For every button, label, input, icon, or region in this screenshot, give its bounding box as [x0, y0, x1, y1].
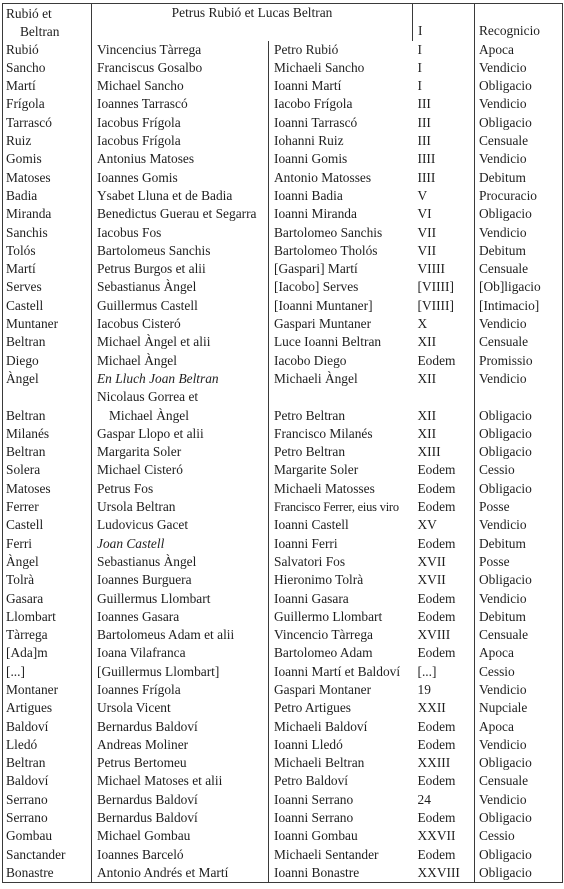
recipient-cell: Bartolomeo Sanchis: [274, 224, 383, 240]
day-cell: Eodem: [413, 535, 475, 553]
table-row: [3, 114, 563, 132]
recipient-cell: Guillermo Llombart: [274, 608, 383, 624]
surname-cell: Martí: [3, 260, 92, 278]
day-cell: I: [413, 41, 475, 59]
grantor-cell: Antonius Matoses: [92, 150, 269, 168]
grantor-cell: Michael Àngel et alii: [92, 333, 269, 351]
surname-cell: Sanchis: [3, 224, 92, 242]
recipient-cell: Ioanni Gomis: [274, 151, 348, 167]
act-type-cell: Vendicio: [479, 681, 527, 697]
day-cell: XXII: [413, 699, 475, 717]
act-type-cell: Censuale: [479, 773, 529, 789]
table-row: [3, 535, 563, 553]
day-cell: XII: [413, 425, 475, 443]
table-row: [3, 608, 563, 626]
table-row: [3, 443, 563, 461]
recipient-cell: Michaeli Sancho: [274, 59, 365, 75]
surname-cell: Beltran: [3, 443, 92, 461]
act-type-cell: Obligacio: [479, 407, 532, 423]
day-cell: [VIIII]: [413, 278, 475, 296]
table-row: [3, 297, 563, 315]
surname-cell: Beltran: [3, 388, 92, 425]
act-type-cell: Obligacio: [479, 206, 532, 222]
grantor-cell: Bernardus Baldoví: [92, 718, 269, 736]
grantor-cell: Vincencius Tàrrega: [92, 41, 269, 59]
recipient-cell: Hieronimo Tolrà: [274, 572, 364, 588]
recipient-cell: Iacobo Diego: [274, 352, 347, 368]
grantor-cell: Michael Cisteró: [92, 461, 269, 479]
surname-cell: Badia: [3, 187, 92, 205]
grantor-cell: Ioannes Barceló: [92, 846, 269, 864]
recipient-cell: Luce Ioanni Beltran: [274, 334, 382, 350]
surname-cell: Frígola: [3, 95, 92, 113]
act-type-cell: [Ob]ligacio: [479, 279, 541, 295]
recipient-cell: Ioanni Gombau: [274, 828, 358, 844]
act-type-cell: Censuale: [479, 627, 529, 643]
act-type-cell: Censuale: [479, 334, 529, 350]
grantor-cell: Andreas Moliner: [92, 736, 269, 754]
recipient-cell: Ioanni Bonastre: [274, 864, 360, 880]
day-cell: [VIIII]: [413, 297, 475, 315]
act-type-cell: Debitum: [479, 242, 526, 258]
recipient-cell: [Gaspari] Martí: [274, 261, 358, 277]
table-row: [3, 736, 563, 754]
recipient-cell: Vincencio Tàrrega: [274, 627, 373, 643]
table-row: [3, 77, 563, 95]
day-cell: III: [413, 114, 475, 132]
act-type-cell: Cessio: [479, 663, 515, 679]
surname-cell: Bonastre: [3, 864, 92, 883]
table-row: [3, 59, 563, 77]
act-type-cell: Obligacio: [479, 78, 532, 94]
grantor-cell: Michael Àngel: [92, 352, 269, 370]
header-parties: Petrus Rubió et Lucas Beltran: [92, 4, 413, 41]
header-surname-line1: Rubió et: [6, 5, 52, 21]
recipient-cell: Petro Baldoví: [274, 773, 349, 789]
act-type-cell: Apoca: [479, 645, 514, 661]
table-row: [3, 388, 563, 425]
act-type-cell: Censuale: [479, 133, 529, 149]
recipient-cell: Francisco Ferrer, eius viro: [274, 500, 399, 515]
grantor-cell: Benedictus Guerau et Segarra: [92, 205, 269, 223]
grantor-cell: Joan Castell: [92, 535, 269, 553]
day-cell: VII: [413, 242, 475, 260]
table-row: [3, 718, 563, 736]
day-cell: XVIII: [413, 626, 475, 644]
recipient-cell: Bartolomeo Tholós: [274, 242, 378, 258]
act-type-cell: Vendicio: [479, 151, 527, 167]
surname-cell: Lledó: [3, 736, 92, 754]
surname-cell: Castell: [3, 297, 92, 315]
table-row: [3, 846, 563, 864]
day-cell: XXVIII: [413, 864, 475, 883]
grantor-cell: Petrus Bertomeu: [92, 754, 269, 772]
grantor-cell: Petrus Burgos et alii: [92, 260, 269, 278]
act-type-cell: Debitum: [479, 608, 526, 624]
table-row: [3, 224, 563, 242]
surname-cell: Tarrascó: [3, 114, 92, 132]
act-type-cell: Obligacio: [479, 755, 532, 771]
recipient-cell: Ioanni Serrano: [274, 791, 354, 807]
table-row: [3, 41, 563, 59]
surname-cell: Tolós: [3, 242, 92, 260]
grantor-cell: Ioannes Gomis: [92, 169, 269, 187]
act-type-cell: Obligacio: [479, 444, 532, 460]
grantor-cell: Ysabet Lluna et de Badia: [92, 187, 269, 205]
table-row: [3, 626, 563, 644]
act-type-cell: Apoca: [479, 41, 514, 57]
act-type-cell: Debitum: [479, 169, 526, 185]
grantor-cell: Iacobus Fos: [92, 224, 269, 242]
recipient-cell: Michaeli Matosses: [274, 480, 375, 496]
table-row: [3, 205, 563, 223]
recipient-cell: Ioanni Lledó: [274, 736, 343, 752]
day-cell: VI: [413, 205, 475, 223]
table-row: [3, 553, 563, 571]
day-cell: Eodem: [413, 608, 475, 626]
surname-cell: Rubió: [3, 41, 92, 59]
act-type-cell: Obligacio: [479, 810, 532, 826]
act-type-cell: Vendicio: [479, 59, 527, 75]
day-cell: Eodem: [413, 718, 475, 736]
surname-cell: Muntaner: [3, 315, 92, 333]
table-row: [3, 791, 563, 809]
grantor-cell: Ioannes Gasara: [92, 608, 269, 626]
surname-cell: Milanés: [3, 425, 92, 443]
recipient-cell: Ioanni Serrano: [274, 810, 354, 826]
cell-line-2: Michael Àngel: [109, 407, 189, 423]
surname-cell: Artigues: [3, 699, 92, 717]
day-cell: XIII: [413, 443, 475, 461]
day-cell: Eodem: [413, 352, 475, 370]
day-cell: Eodem: [413, 772, 475, 790]
act-type-cell: Vendicio: [479, 316, 527, 332]
grantor-cell: Petrus Fos: [92, 480, 269, 498]
grantor-cell: Iacobus Frígola: [92, 132, 269, 150]
act-type-cell: Obligacio: [479, 572, 532, 588]
grantor-cell: Franciscus Gosalbo: [92, 59, 269, 77]
surname-cell: Àngel: [3, 370, 92, 388]
table-row: [3, 333, 563, 351]
act-type-cell: Obligacio: [479, 480, 532, 496]
recipient-cell: Ioanni Badia: [274, 187, 343, 203]
table-row: [3, 169, 563, 187]
day-cell: Eodem: [413, 461, 475, 479]
surname-cell: Matoses: [3, 480, 92, 498]
header-act-type: Recognicio: [479, 23, 540, 39]
recipient-cell: Ioanni Tarrascó: [274, 114, 358, 130]
table-row: [3, 772, 563, 790]
day-cell: Eodem: [413, 846, 475, 864]
day-cell: XXVII: [413, 827, 475, 845]
act-type-cell: Nupciale: [479, 700, 528, 716]
surname-cell: Ferrer: [3, 498, 92, 516]
header-surname-line2: Beltran: [20, 23, 60, 39]
act-type-cell: Vendicio: [479, 736, 527, 752]
recipient-cell: Ioanni Martí et Baldoví: [274, 663, 401, 679]
day-cell: XV: [413, 516, 475, 534]
act-type-cell: Obligacio: [479, 114, 532, 130]
surname-cell: Solera: [3, 461, 92, 479]
day-cell: IIII: [413, 169, 475, 187]
grantor-cell: Ioannes Burguera: [92, 571, 269, 589]
grantor-cell: Bartolomeus Adam et alii: [92, 626, 269, 644]
table-row: [3, 278, 563, 296]
act-type-cell: [Intimacio]: [479, 297, 540, 313]
table-row: [3, 242, 563, 260]
table-row: [3, 809, 563, 827]
grantor-cell: Michael Matoses et alii: [92, 772, 269, 790]
act-type-cell: Cessio: [479, 828, 515, 844]
header-surname: [3, 4, 92, 41]
table-row: [3, 352, 563, 370]
act-type-cell: Procuracio: [479, 187, 538, 203]
act-type-cell: Obligacio: [479, 864, 532, 880]
surname-cell: Gombau: [3, 827, 92, 845]
table-row: [3, 699, 563, 717]
recipient-cell: Michaeli Baldoví: [274, 718, 368, 734]
grantor-cell: Antonio Andrés et Martí: [92, 864, 269, 883]
grantor-cell: Ursola Vicent: [92, 699, 269, 717]
grantor-cell: Bartolomeus Sanchis: [92, 242, 269, 260]
surname-cell: Tolrà: [3, 571, 92, 589]
day-cell: Eodem: [413, 644, 475, 662]
surname-cell: Montaner: [3, 681, 92, 699]
records-table-body: [3, 4, 563, 883]
day-cell: VII: [413, 224, 475, 242]
table-row: [3, 754, 563, 772]
table-row: [3, 827, 563, 845]
surname-cell: Tàrrega: [3, 626, 92, 644]
day-cell: 24: [413, 791, 475, 809]
day-cell: XII: [413, 388, 475, 425]
surname-cell: Llombart: [3, 608, 92, 626]
table-row: [3, 571, 563, 589]
table-row: [3, 315, 563, 333]
surname-cell: Serves: [3, 278, 92, 296]
grantor-cell: Sebastianus Àngel: [92, 553, 269, 571]
day-cell: Eodem: [413, 498, 475, 516]
recipient-cell: Iohanni Ruiz: [274, 133, 344, 149]
grantor-cell: Margarita Soler: [92, 443, 269, 461]
table-row: [3, 644, 563, 662]
day-cell: XII: [413, 333, 475, 351]
act-type-cell: Debitum: [479, 535, 526, 551]
act-type-cell: Posse: [479, 553, 510, 569]
grantor-cell: Michael Gombau: [92, 827, 269, 845]
recipient-cell: Michaeli Beltran: [274, 755, 365, 771]
day-cell: XII: [413, 370, 475, 388]
surname-cell: Àngel: [3, 553, 92, 571]
recipient-cell: Ioanni Castell: [274, 517, 349, 533]
day-cell: X: [413, 315, 475, 333]
day-cell: III: [413, 132, 475, 150]
grantor-cell: En Lluch Joan Beltran: [92, 370, 269, 388]
recipient-cell: Petro Beltran: [274, 407, 346, 423]
surname-cell: Serrano: [3, 791, 92, 809]
recipient-cell: [Ioanni Muntaner]: [274, 297, 373, 313]
surname-cell: [...]: [3, 663, 92, 681]
grantor-cell: Bernardus Baldoví: [92, 791, 269, 809]
recipient-cell: Ioanni Martí: [274, 78, 342, 94]
day-cell: XVII: [413, 553, 475, 571]
surname-cell: Sanctander: [3, 846, 92, 864]
grantor-cell: Michael Sancho: [92, 77, 269, 95]
act-type-cell: Vendicio: [479, 224, 527, 240]
act-type-cell: Obligacio: [479, 846, 532, 862]
grantor-cell: [Guillermus Llombart]: [92, 663, 269, 681]
day-cell: Eodem: [413, 809, 475, 827]
surname-cell: Baldoví: [3, 772, 92, 790]
recipient-cell: Salvatori Fos: [274, 553, 346, 569]
day-cell: XVII: [413, 571, 475, 589]
act-type-cell: Censuale: [479, 261, 529, 277]
day-cell: Eodem: [413, 480, 475, 498]
table-row: [3, 132, 563, 150]
table-row: [3, 370, 563, 388]
surname-cell: Gomis: [3, 150, 92, 168]
table-row: [3, 187, 563, 205]
surname-cell: [Ada]m: [3, 644, 92, 662]
table-row: [3, 480, 563, 498]
day-cell: VIIII: [413, 260, 475, 278]
grantor-cell: Gaspar Llopo et alii: [92, 425, 269, 443]
grantor-cell: Ioannes Frígola: [92, 681, 269, 699]
recipient-cell: Antonio Matosses: [274, 169, 372, 185]
act-type-cell: Promissio: [479, 352, 533, 368]
table-row: [3, 425, 563, 443]
grantor-cell: Ioannes Tarrascó: [92, 95, 269, 113]
grantor-cell: Guillermus Llombart: [92, 590, 269, 608]
table-row: [3, 95, 563, 113]
surname-cell: Beltran: [3, 754, 92, 772]
recipient-cell: Bartolomeo Adam: [274, 645, 373, 661]
act-type-cell: Vendicio: [479, 590, 527, 606]
records-table: [2, 3, 563, 883]
recipient-cell: Michaeli Sentander: [274, 846, 379, 862]
grantor-cell: Ioana Vilafranca: [92, 644, 269, 662]
act-type-cell: Vendicio: [479, 370, 527, 386]
grantor-cell: Bernardus Baldoví: [92, 809, 269, 827]
table-row: [3, 150, 563, 168]
surname-cell: Ferri: [3, 535, 92, 553]
act-type-cell: Obligacio: [479, 425, 532, 441]
table-row: [3, 516, 563, 534]
surname-cell: Ruiz: [3, 132, 92, 150]
recipient-cell: Gaspari Muntaner: [274, 316, 372, 332]
day-cell: 19: [413, 681, 475, 699]
surname-cell: Beltran: [3, 333, 92, 351]
table-row: [3, 864, 563, 883]
recipient-cell: Ioanni Miranda: [274, 206, 357, 222]
grantor-cell: Iacobus Cisteró: [92, 315, 269, 333]
table-row: [3, 260, 563, 278]
day-cell: Eodem: [413, 736, 475, 754]
day-cell: I: [413, 77, 475, 95]
grantor-cell: Iacobus Frígola: [92, 114, 269, 132]
day-cell: I: [413, 59, 475, 77]
day-cell: V: [413, 187, 475, 205]
grantor-cell: Guillermus Castell: [92, 297, 269, 315]
grantor-cell: [92, 388, 269, 425]
surname-cell: Gasara: [3, 590, 92, 608]
day-cell: IIII: [413, 150, 475, 168]
act-type-cell: Posse: [479, 499, 510, 515]
grantor-cell: Ludovicus Gacet: [92, 516, 269, 534]
cell-line-1: Nicolaus Gorrea et: [97, 389, 199, 405]
act-type-cell: Apoca: [479, 718, 514, 734]
surname-cell: Sancho: [3, 59, 92, 77]
recipient-cell: Michaeli Àngel: [274, 370, 358, 386]
day-cell: III: [413, 95, 475, 113]
table-row: [3, 663, 563, 681]
recipient-cell: Margarite Soler: [274, 462, 359, 478]
recipient-cell: Petro Beltran: [274, 444, 346, 460]
table-row: [3, 590, 563, 608]
surname-cell: Serrano: [3, 809, 92, 827]
surname-cell: Miranda: [3, 205, 92, 223]
act-type-cell: Vendicio: [479, 96, 527, 112]
table-row: [3, 681, 563, 699]
act-type-cell: Vendicio: [479, 517, 527, 533]
day-cell: Eodem: [413, 590, 475, 608]
surname-cell: Matoses: [3, 169, 92, 187]
recipient-cell: Francisco Milanés: [274, 425, 373, 441]
surname-cell: Castell: [3, 516, 92, 534]
recipient-cell: [Iacobo] Serves: [274, 279, 359, 295]
recipient-cell: Gaspari Montaner: [274, 681, 372, 697]
act-type-cell: Cessio: [479, 462, 515, 478]
recipient-cell: Petro Artigues: [274, 700, 351, 716]
surname-cell: Martí: [3, 77, 92, 95]
grantor-cell: Ursola Beltran: [92, 498, 269, 516]
header-day: I: [413, 4, 475, 41]
recipient-cell: Ioanni Ferri: [274, 535, 338, 551]
recipient-cell: Ioanni Gasara: [274, 590, 349, 606]
table-header-row: [3, 4, 563, 41]
act-type-cell: Vendicio: [479, 791, 527, 807]
recipient-cell: Iacobo Frígola: [274, 96, 353, 112]
surname-cell: Baldoví: [3, 718, 92, 736]
day-cell: XXIII: [413, 754, 475, 772]
table-row: [3, 461, 563, 479]
table-row: [3, 498, 563, 516]
day-cell: [...]: [413, 663, 475, 681]
surname-cell: Diego: [3, 352, 92, 370]
recipient-cell: Petro Rubió: [274, 41, 339, 57]
grantor-cell: Sebastianus Àngel: [92, 278, 269, 296]
